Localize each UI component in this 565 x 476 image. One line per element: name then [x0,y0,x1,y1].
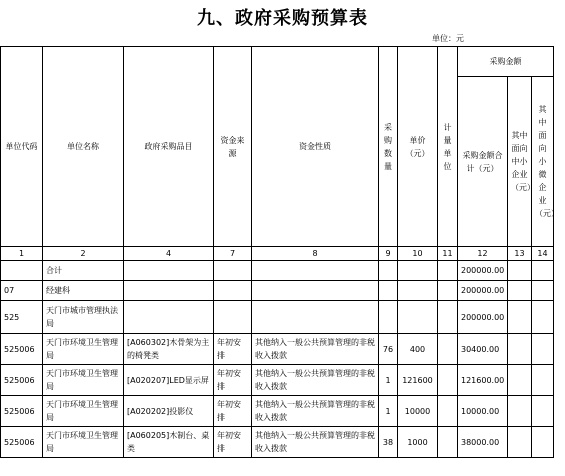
col-number: 8 [252,247,379,261]
header-micro: 其中面向小微企业（元） [532,77,554,247]
cell-unit-name: 经建科 [43,281,124,301]
cell-unit-name: 天门市环境卫生管理局 [43,365,124,396]
cell-unit-code: 525 [1,301,43,334]
cell-quantity: 38 [379,427,398,458]
cell-quantity: 76 [379,334,398,365]
header-quantity: 采购数量 [379,47,398,247]
cell-quantity [379,281,398,301]
cell-amount: 38000.00 [458,427,508,458]
cell-fund-source [214,261,252,281]
cell-procurement-item [124,261,214,281]
header-amount-group: 采购金额 [458,47,554,77]
cell-unit-price: 1000 [398,427,438,458]
cell-measure-unit [438,365,458,396]
header-fund-nature: 资金性质 [252,47,379,247]
col-number: 10 [398,247,438,261]
col-number: 9 [379,247,398,261]
cell-amount: 200000.00 [458,261,508,281]
cell-unit-code: 525006 [1,427,43,458]
cell-unit-price: 10000 [398,396,438,427]
cell-fund-source: 年初安排 [214,396,252,427]
cell-measure-unit [438,427,458,458]
cell-sme [508,427,532,458]
cell-amount: 30400.00 [458,334,508,365]
cell-unit-code [1,261,43,281]
cell-sme [508,261,532,281]
cell-sme [508,301,532,334]
cell-fund-nature: 其他纳入一般公共预算管理的非税收入拨款 [252,334,379,365]
cell-unit-name: 天门市环境卫生管理局 [43,334,124,365]
cell-fund-nature [252,301,379,334]
cell-unit-price: 121600 [398,365,438,396]
table-row [1,301,554,334]
cell-measure-unit [438,301,458,334]
cell-fund-source: 年初安排 [214,427,252,458]
cell-quantity [379,261,398,281]
header-fund-source: 资金来源 [214,47,252,247]
table-row [1,334,554,365]
cell-procurement-item: [A020202]投影仪 [124,396,214,427]
cell-micro [532,261,554,281]
page-title: 九、政府采购预算表 [197,8,368,29]
table-row [1,427,554,458]
cell-unit-name: 天门市环境卫生管理局 [43,396,124,427]
header-unit-code: 单位代码 [1,47,43,247]
cell-micro [532,301,554,334]
cell-fund-source: 年初安排 [214,365,252,396]
cell-micro [532,281,554,301]
cell-amount: 200000.00 [458,301,508,334]
cell-unit-price: 400 [398,334,438,365]
col-number: 4 [124,247,214,261]
table-row [1,396,554,427]
cell-unit-name: 天门市环境卫生管理局 [43,427,124,458]
cell-micro [532,427,554,458]
cell-micro [532,365,554,396]
table-row [1,365,554,396]
cell-unit-code: 525006 [1,396,43,427]
cell-unit-price [398,261,438,281]
cell-procurement-item: [A020207]LED显示屏 [124,365,214,396]
col-number: 14 [532,247,554,261]
cell-unit-code: 525006 [1,334,43,365]
cell-procurement-item: [A060205]木制台、桌类 [124,427,214,458]
header-amount-total: 采购金额合计（元） [458,77,508,247]
cell-measure-unit [438,334,458,365]
cell-quantity [379,301,398,334]
col-number: 2 [43,247,124,261]
cell-unit-price [398,301,438,334]
col-number: 13 [508,247,532,261]
cell-measure-unit [438,396,458,427]
cell-unit-name: 天门市城市管理执法局 [43,301,124,334]
col-number: 7 [214,247,252,261]
col-number: 11 [438,247,458,261]
cell-fund-nature: 其他纳入一般公共预算管理的非税收入拨款 [252,365,379,396]
cell-procurement-item: [A060302]木骨架为主的椅凳类 [124,334,214,365]
cell-measure-unit [438,261,458,281]
cell-fund-source [214,301,252,334]
cell-quantity: 1 [379,396,398,427]
table-row [1,261,554,281]
cell-sme [508,365,532,396]
cell-procurement-item [124,281,214,301]
cell-amount: 200000.00 [458,281,508,301]
procurement-budget-table [0,46,559,458]
cell-micro [532,334,554,365]
cell-sme [508,334,532,365]
cell-measure-unit [438,281,458,301]
cell-fund-nature: 其他纳入一般公共预算管理的非税收入拨款 [252,427,379,458]
header-procurement-item: 政府采购品目 [124,47,214,247]
cell-unit-name: 合计 [43,261,124,281]
cell-unit-code: 525006 [1,365,43,396]
unit-label: 单位：元 [432,34,464,43]
cell-procurement-item [124,301,214,334]
header-unit-price: 单价（元） [398,47,438,247]
cell-unit-price [398,281,438,301]
cell-unit-code: 07 [1,281,43,301]
cell-quantity: 1 [379,365,398,396]
cell-fund-source [214,281,252,301]
header-unit-name: 单位名称 [43,47,124,247]
cell-micro [532,396,554,427]
cell-fund-nature: 其他纳入一般公共预算管理的非税收入拨款 [252,396,379,427]
table-row [1,281,554,301]
cell-fund-nature [252,281,379,301]
cell-sme [508,396,532,427]
cell-fund-nature [252,261,379,281]
header-sme: 其中面向中小企业（元） [508,77,532,247]
header-measure-unit: 计量单位 [438,47,458,247]
cell-amount: 121600.00 [458,365,508,396]
cell-fund-source: 年初安排 [214,334,252,365]
col-number: 12 [458,247,508,261]
cell-amount: 10000.00 [458,396,508,427]
cell-sme [508,281,532,301]
col-number: 1 [1,247,43,261]
